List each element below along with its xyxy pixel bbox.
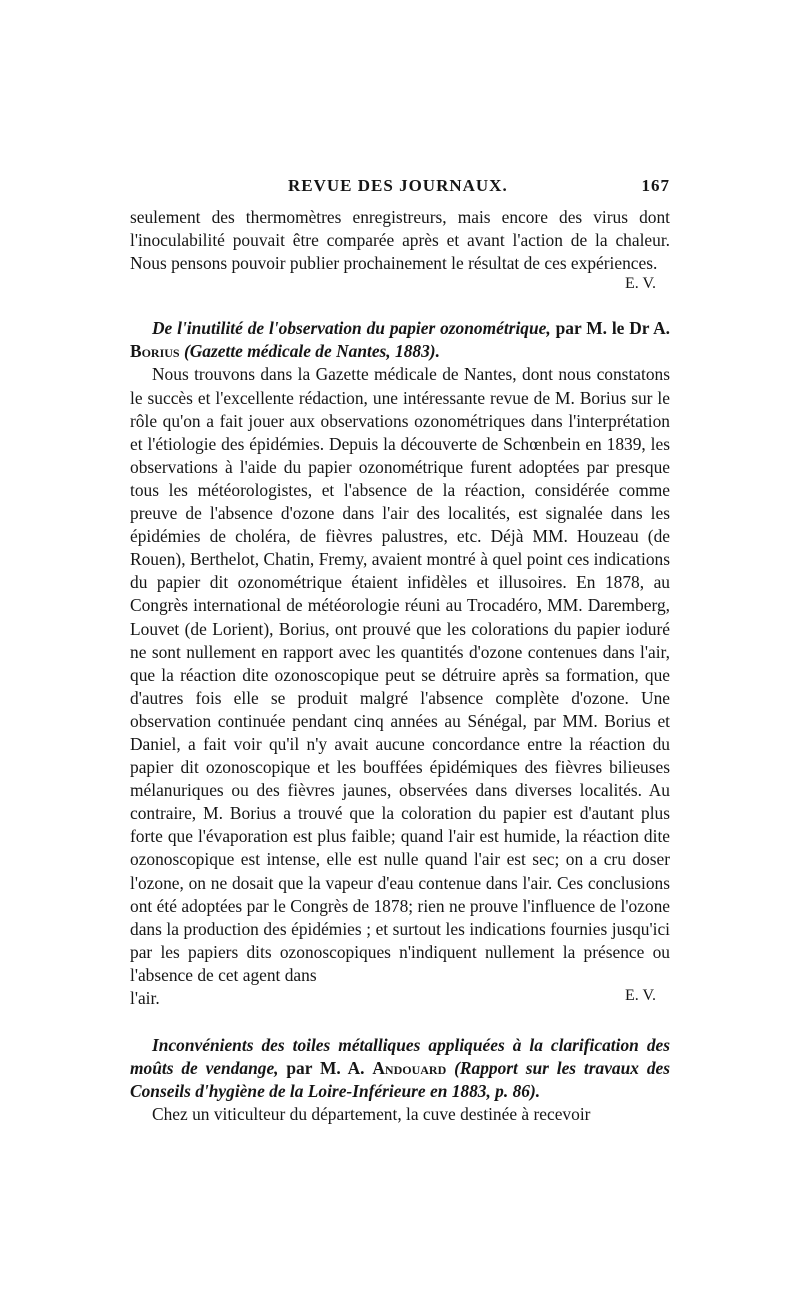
article-title-text: Inconvénients des toiles métalliques appliquées à la clarification des moûts de vendange, — [130, 1035, 670, 1079]
article-author: Andouard — [372, 1058, 447, 1079]
signature: E. V. — [625, 275, 656, 293]
continued-paragraph: seulement des thermomètres enregistreurs, mais encore des virus dont l'inoculabilité pouvait être comparée après et avant l'action de la chaleur. Nous pensons pouvoir publier prochainement le résultat de ces expériences. — [130, 207, 670, 274]
document-page — [130, 176, 670, 1126]
article-title-by: par M. le Dr A. — [550, 318, 671, 339]
article-author: Borius — [130, 341, 180, 362]
article-title-text: De l'inutilité de l'observation du papier ozonométrique, — [152, 318, 551, 339]
article-title — [130, 317, 670, 363]
running-title: REVUE DES JOURNAUX. — [288, 176, 508, 195]
signature: E. V. — [625, 987, 656, 1004]
article-body: Chez un viticulteur du département, la cuve destinée à recevoir — [152, 1104, 591, 1125]
article-title-by: par M. A. — [278, 1058, 373, 1079]
signature-line — [130, 987, 670, 1010]
page-number: 167 — [641, 176, 670, 195]
article-source: (Rapport sur les travaux des Conseils d'hygiène de la Loire-Inférieure en 1883, p. 86). — [130, 1058, 671, 1102]
article-source: (Gazette médicale de Nantes, 1883). — [179, 341, 440, 362]
article-title — [130, 1034, 670, 1103]
article-body: Nous trouvons dans la Gazette médicale de Nantes, dont nous constatons le succès et l'excellente rédaction, une intéressante revue de M. Borius sur le rôle qu'on a fait jouer aux observations ozonométriques dans l'interprétation et l'étiologie des épidémies. Depuis la découverte de Schœnbein en 1839, les observations à l'aide du papier ozonométrique furent adoptées par presque tous les météorologistes, et l'absence de la réaction, considérée comme preuve de l'absence d'ozone dans l'air des localités, est signalée dans les épidémies de choléra, de fièvres palustres, etc. Déjà MM. Houzeau (de Rouen), Berthelot, Chatin, Fremy, avaient montré à quel point ces indications du papier dit ozonométrique étaient infidèles et illusoires. En 1878, au Congrès international de météorologie réuni au Trocadéro, MM. Daremberg, Louvet (de Lorient), Borius, ont prouvé que les colorations du papier ioduré ne sont nullement en rapport avec les quantités d'ozone contenues dans l'air, que la réaction dite ozonoscopique peut se détruire après sa formation, que d'autres fois elle se produit malgré l'absence complète d'ozone. Une observation continuée pendant cinq années au Sénégal, par MM. Borius et Daniel, a fait voir qu'il n'y avait aucune concordance entre la réaction du papier dit ozonoscopique et les bouffées épidémiques des fièvres bilieuses mélanuriques ou des fièvres jaunes, observées dans diverses localités. Au contraire, M. Borius a trouvé que la coloration du papier est d'autant plus forte que l'évaporation est plus faible; quand l'air est humide, la réaction dite ozonoscopique est intense, elle est nulle quand l'air est sec; on a cru doser l'ozone, on ne dosait que la vapeur d'eau contenue dans l'air. Ces conclusions ont été adoptées par le Congrès de 1878; rien ne prouve l'influence de l'ozone dans la production des épidémies ; et surtout les indications fournies jusqu'ici par les papiers dits ozonoscopiques n'indiquent nullement la présence ou l'absence de cet agent dans — [130, 364, 670, 985]
article-body-tail: l'air. — [130, 988, 160, 1008]
signature-line — [130, 275, 670, 293]
running-head — [130, 176, 670, 206]
